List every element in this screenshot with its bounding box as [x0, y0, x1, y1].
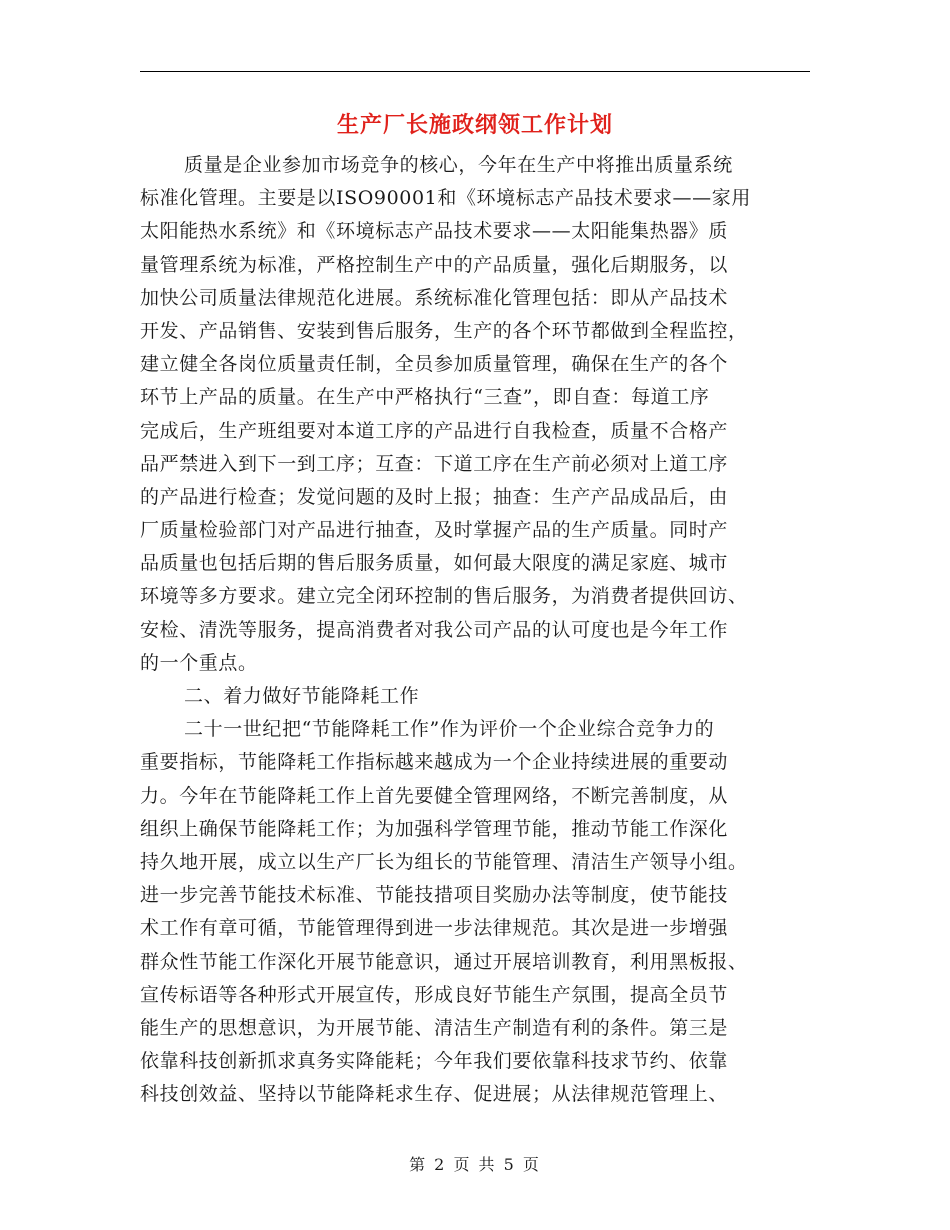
text-line: 量管理系统为标准，严格控制生产中的产品质量，强化后期服务，以 — [140, 253, 729, 276]
text-line: 能生产的思想意识，为开展节能、清洁生产制造有利的条件。第三是 — [140, 1016, 729, 1039]
text-line: 标准化管理。主要是以ISO90001和《环境标志产品技术要求——家用 — [140, 187, 751, 210]
text-line: 术工作有章可循，节能管理得到进一步法律规范。其次是进一步增强 — [140, 917, 729, 940]
text-line: 环境等多方要求。建立完全闭环控制的售后服务，为消费者提供回访、 — [140, 585, 748, 608]
text-line: 开发、产品销售、安装到售后服务，生产的各个环节都做到全程监控， — [140, 319, 748, 342]
page-footer: 第 2 页 共 5 页 — [409, 1155, 541, 1174]
text-line: 建立健全各岗位质量责任制，全员参加质量管理，确保在生产的各个 — [140, 353, 729, 376]
text-line: 二十一世纪把“节能降耗工作”作为评价一个企业综合竞争力的 — [184, 718, 715, 741]
text-line: 重要指标，节能降耗工作指标越来越成为一个企业持续进展的重要动 — [140, 751, 729, 774]
text-line: 太阳能热水系统》和《环境标志产品技术要求——太阳能集热器》质 — [140, 220, 729, 243]
text-line: 科技创效益、坚持以节能降耗求生存、促进展；从法律规范管理上、 — [140, 1083, 729, 1106]
text-line: 持久地开展，成立以生产厂长为组长的节能管理、清洁生产领导小组。 — [140, 850, 748, 873]
text-line: 品质量也包括后期的售后服务质量，如何最大限度的满足家庭、城市 — [140, 552, 729, 575]
text-line: 组织上确保节能降耗工作；为加强科学管理节能，推动节能工作深化 — [140, 817, 729, 840]
text-line: 群众性节能工作深化开展节能意识，通过开展培训教育，利用黑板报、 — [140, 950, 748, 973]
text-line: 二、着力做好节能降耗工作 — [184, 685, 420, 707]
text-line: 环节上产品的质量。在生产中严格执行“三查”，即自查：每道工序 — [140, 386, 710, 409]
text-line: 的产品进行检查；发觉问题的及时上报；抽查：生产产品成品后，由 — [140, 485, 729, 508]
text-line: 安检、清洗等服务，提高消费者对我公司产品的认可度也是今年工作 — [140, 618, 729, 641]
document-body — [140, 149, 810, 1111]
text-line: 加快公司质量法律规范化进展。系统标准化管理包括：即从产品技术 — [140, 286, 729, 309]
text-line: 的一个重点。 — [140, 651, 258, 674]
document-title: 生产厂长施政纲领工作计划 — [336, 112, 613, 138]
text-line: 依靠科技创新抓求真务实降能耗；今年我们要依靠科技求节约、依靠 — [140, 1050, 729, 1073]
text-line: 进一步完善节能技术标准、节能技措项目奖励办法等制度，使节能技 — [140, 884, 729, 907]
text-line: 质量是企业参加市场竞争的核心，今年在生产中将推出质量系统 — [184, 154, 733, 176]
text-line: 力。今年在节能降耗工作上首先要健全管理网络，不断完善制度，从 — [140, 784, 729, 807]
text-line: 宣传标语等各种形式开展宣传，形成良好节能生产氛围，提高全员节 — [140, 983, 729, 1006]
text-line: 厂质量检验部门对产品进行抽查，及时掌握产品的生产质量。同时产 — [140, 519, 729, 542]
text-line: 品严禁进入到下一到工序；互查：下道工序在生产前必须对上道工序 — [140, 452, 729, 475]
text-line: 完成后，生产班组要对本道工序的产品进行自我检查，质量不合格产 — [140, 419, 729, 442]
header-rule — [140, 71, 810, 72]
